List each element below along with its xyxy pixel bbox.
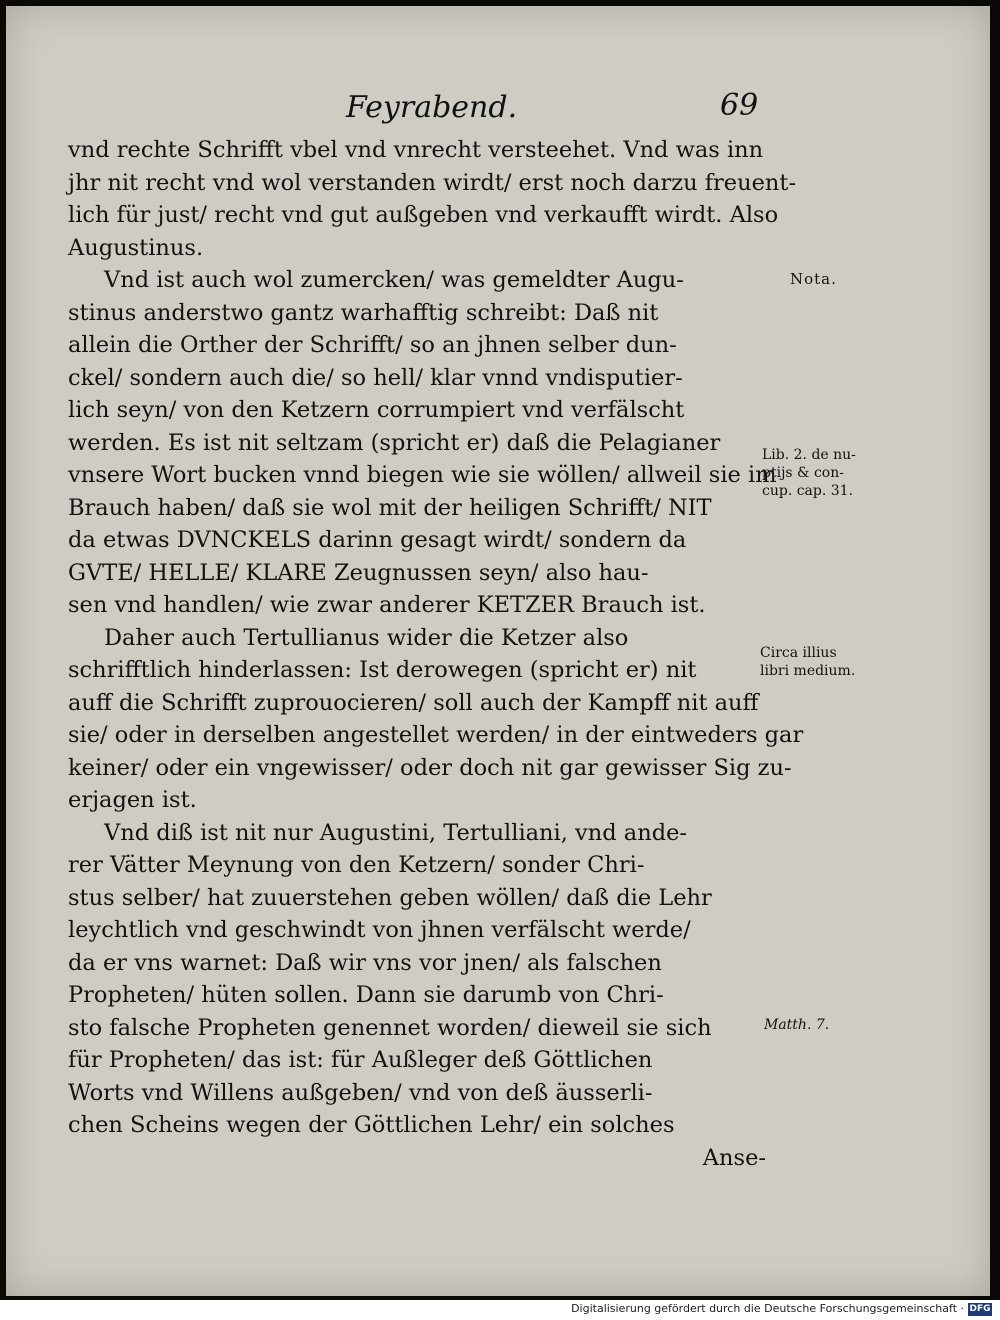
book-page <box>6 6 990 1296</box>
text-line: sto falsche Propheten genennet worden/ dieweil sie sich <box>68 1014 712 1041</box>
text-line: Daher auch Tertullianus wider die Ketzer also <box>104 624 629 651</box>
text-line: schrifftlich hinderlassen: Ist derowegen (spricht er) nit <box>68 657 697 683</box>
text-line: vnd rechte Schrifft vbel vnd vnrecht versteehet. Vnd was inn <box>68 137 764 163</box>
text-line: erjagen ist. <box>68 787 197 813</box>
text-line: da er vns warnet: Daß wir vns vor jnen/ als falschen <box>68 949 662 976</box>
text-line: Brauch haben/ daß sie wol mit der heiligen Schrifft/ NIT <box>68 494 712 521</box>
running-title: Feyrabend. <box>346 90 518 125</box>
margin-note-circa <box>760 644 855 680</box>
text-line: rer Vätter Meynung von den Ketzern/ sonder Chri- <box>68 852 645 878</box>
margin-note-line: cup. cap. 31. <box>762 483 854 499</box>
margin-note-nota: Nota. <box>790 270 837 288</box>
page-number: 69 <box>720 88 759 123</box>
text-line: lich seyn/ von den Ketzern corrumpiert vnd verfälscht <box>68 397 685 423</box>
catchword: Anse- <box>702 1144 766 1171</box>
dfg-logo: DFG <box>969 1304 991 1314</box>
margin-note-lib <box>762 446 856 500</box>
text-line: werden. Es ist nit seltzam (spricht er) daß die Pelagianer <box>68 429 721 456</box>
text-line: sen vnd handlen/ wie zwar anderer KETZER Brauch ist. <box>68 592 706 618</box>
text-line: allein die Orther der Schrifft/ so an jhnen selber dun- <box>68 332 677 358</box>
text-line: chen Scheins wegen der Göttlichen Lehr/ ein solches <box>68 1112 675 1138</box>
text-line: leychtlich vnd geschwindt von jhnen verfälscht werde/ <box>68 917 691 943</box>
text-line: für Propheten/ das ist: für Außleger deß Göttlichen <box>68 1047 653 1073</box>
footer-bar <box>0 1300 1000 1320</box>
text-line: Augustinus. <box>68 234 204 261</box>
text-line: ckel/ sondern auch die/ so hell/ klar vnnd vndisputier- <box>68 364 683 391</box>
text-line: keiner/ oder ein vngewisser/ oder doch nit gar gewisser Sig zu- <box>68 754 792 781</box>
text-line: lich für just/ recht vnd gut außgeben vnd verkaufft wirdt. Also <box>68 202 779 228</box>
funding-credit: Digitalisierung gefördert durch die Deutsche Forschungsgemeinschaft · <box>571 1302 964 1315</box>
page-header <box>6 86 990 126</box>
text-line: vnsere Wort bucken vnnd biegen wie sie wöllen/ allweil sie im <box>68 462 777 488</box>
text-line: stus selber/ hat zuuerstehen geben wöllen/ daß die Lehr <box>68 884 712 911</box>
text-line: da etwas DVNCKELS darinn gesagt wirdt/ sondern da <box>68 527 687 553</box>
text-line: auff die Schrifft zuprouocieren/ soll auch der Kampff nit auff <box>68 689 759 716</box>
text-line: sie/ oder in derselben angestellet werden/ in der eintweders gar <box>68 722 804 748</box>
text-line: Worts vnd Willens außgeben/ vnd von deß äusserli- <box>68 1079 653 1106</box>
text-line: Vnd diß ist nit nur Augustini, Tertulliani, vnd ande- <box>104 819 688 846</box>
text-line: Vnd ist auch wol zumercken/ was gemeldter Augu- <box>104 267 684 293</box>
margin-note-line: Lib. 2. de nu- <box>762 447 856 463</box>
text-line: Propheten/ hüten sollen. Dann sie darumb von Chri- <box>68 982 664 1008</box>
margin-note-line: Circa illius <box>760 645 837 661</box>
margin-note-line: libri medium. <box>760 663 856 679</box>
margin-note-line: ptijs & con- <box>762 465 844 481</box>
text-line: GVTE/ HELLE/ KLARE Zeugnussen seyn/ also hau- <box>68 559 649 586</box>
text-line: jhr nit recht vnd wol verstanden wirdt/ erst noch darzu freuent- <box>68 169 797 196</box>
text-line: stinus anderstwo gantz warhafftig schreibt: Daß nit <box>68 299 659 326</box>
margin-note-matth: Matth. 7. <box>764 1017 830 1033</box>
